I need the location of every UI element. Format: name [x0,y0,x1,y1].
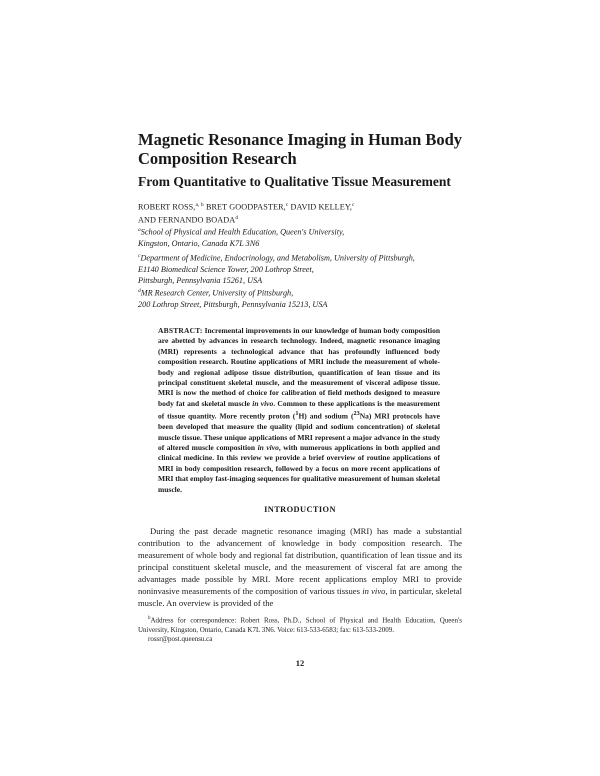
article-title: Magnetic Resonance Imaging in Human Body Composition Research [138,130,463,168]
body-italic: in vivo [362,586,386,596]
affiliation-mr-center [138,286,478,310]
abstract-italic: in vivo [257,442,279,452]
author-line-2 [138,213,478,226]
abstract-superscript: 1 [295,410,299,418]
footnote-mark: b [148,616,151,621]
body-text: During the past decade magnetic resonance imaging (MRI) has made a substantial contribution to the advancement of knowledge in body composition research. The measurement of whole body and regional fat distribution, quantification of lean tissue and its principal constituent skeletal muscle, and the measurement of visceral fat are among the advantages made possible by MRI. More recent applications employ MRI to provide noninvasive measurements of the composition of various tissues [138,526,462,596]
affiliation-queens [138,225,478,249]
affiliation-mark: c [138,253,141,259]
abstract [158,326,440,495]
author-ross-mark: a, b [195,202,204,208]
affiliation-line: MR Research Center, University of Pittsburgh, [140,288,294,298]
abstract-label: ABSTRACT: [158,326,203,335]
abstract-text: H) and sodium ( [298,411,354,421]
affiliation-line: School of Physical and Health Education, Queen's University, [140,227,345,237]
abstract-text: Na) MRI protocols have been developed that measure the quality (lipid and sodium concentration) of skeletal muscle tissue. These unique applications of MRI represent a major advance in the study of altered muscle composition [158,411,440,452]
abstract-text: . Common to these applications is the measurement of tissue quantity. More recently proton ( [158,398,441,421]
body-text: , in particular, skeletal muscle. An overview is provided of the [138,586,462,608]
footnote-email: rossr@post.queensu.ca [148,635,213,644]
introduction-paragraph [138,525,462,609]
affiliation-line: Department of Medicine, Endocrinology, and Metabolism, University of Pittsburgh, [140,253,415,263]
affiliation-pittsburgh-medicine [138,251,478,286]
affiliation-line: E1140 Biomedical Science Tower, 200 Lothrop Street, [138,264,314,274]
page-number: 12 [295,658,305,668]
abstract-superscript: 23 [353,410,360,418]
footnote [138,614,462,645]
affiliation-line: Pittsburgh, Pennsylvania 15261, USA [138,275,263,285]
affiliation-line: 200 Lothrop Street, Pittsburgh, Pennsylvania 15213, USA [138,299,328,309]
footnote-text: Address for correspondence: Robert Ross, Ph.D., School of Physical and Health Education, Queen's University, Kingston, Ontario, Canada K7L 3N6. Voice: 613-533-6583; fax: 613-533-2009. [138,616,462,634]
author-kelley-mark: c [352,202,355,208]
affiliation-mark: a [138,227,141,233]
abstract-italic: in vivo [252,398,274,408]
author-goodpaster-mark: c [285,202,289,208]
abstract-text: Incremental improvements in our knowledge of human body composition are abetted by advances in research technology. Indeed, magnetic resonance imaging (MRI) represents a technological advance that has profoundly influenced body composition research. Routine applications of MRI include the measurement of whole-body and regional adipose tissue distribution, quantification of lean tissue and its principal constituent skeletal muscle, and the measurement of visceral adipose tissue. MRI is now the method of choice for calibration of field methods designed to measure body fat and skeletal muscle [158,326,440,408]
section-heading: INTRODUCTION [264,505,336,514]
affiliation-mark: d [138,288,141,294]
abstract-text: , with numerous applications in both applied and clinical medicine. In this review we provide a brief overview of routine applications of MRI in body composition research, followed by a focus on more recent applications of MRI that employ fast-imaging sequences for qualitative measurement of human skeletal muscle. [158,442,441,494]
author-goodpaster: BRET GOODPASTER, [205,202,286,212]
author-boada-mark: d [235,214,239,221]
author-ross: ROBERT ROSS, [138,202,196,212]
author-line-1 [138,200,478,213]
affiliation-line: Kingston, Ontario, Canada K7L 3N6 [138,238,260,248]
author-kelley: DAVID KELLEY, [290,202,352,212]
author-list [138,200,478,225]
article-subtitle: From Quantitative to Qualitative Tissue Measurement [138,174,451,189]
author-boada: AND FERNANDO BOADA [138,215,236,225]
